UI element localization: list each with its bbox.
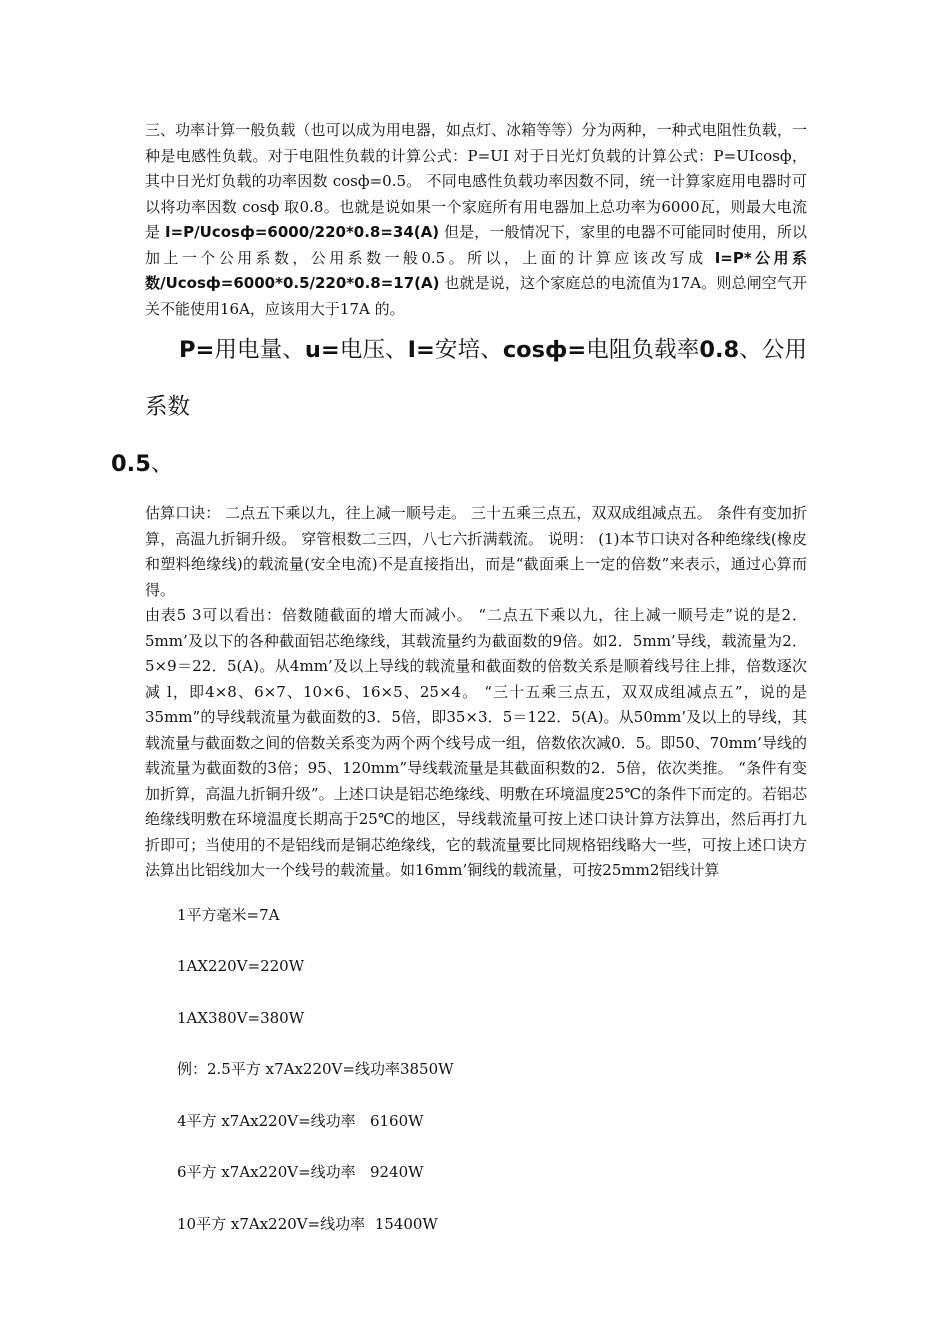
legend-cos-value: 0.8	[699, 337, 740, 363]
legend-p-label: P=	[179, 337, 215, 363]
legend-share-value: 0.5	[111, 451, 151, 477]
wire-power-list	[145, 904, 807, 1265]
list-item: 1AX220V=220W	[177, 957, 305, 975]
legend-cos-label: cosф=	[502, 337, 587, 363]
legend-u-label: u=	[304, 337, 340, 363]
legend-p-text: 用电量、	[214, 337, 305, 363]
shared-current-formula: I=P*公用系数/Ucosф=6000*0.5/220*0.8=17(A)	[145, 248, 807, 292]
legend-i-text: 安培、	[434, 337, 503, 363]
paragraph-text: 也就是说，这个家庭总的电流值为17A。则总闸空气开关不能使用16A，应该用大于17A 的。	[145, 274, 807, 318]
power-calculation-paragraph	[145, 118, 807, 322]
list-item: 1AX380V=380W	[177, 1008, 305, 1027]
table-explanation-paragraph: 由表5 3可以看出：倍数随截面的增大而减小。 “二点五下乘以九，往上减一顺号走”说的是2．5mm’及以下的各种截面铝芯绝缘线，其载流量约为截面数的9倍。如2．5mm’导线，载流量为2．5×9＝22．5(A)。从4mm’及以上导线的载流量和截面数的倍数关系是顺着线号往上排，倍数逐次减 l，即4×8、6×7、10×6、16×5、25×4。 “三十五乘三点五，双双成组减点五”，说的是35mm”的导线载流量为截面数的3．5倍，即35×3．5＝122．5(A)。从50mm’及以上的导线，其载流量与截面数之间的倍数关系变为两个两个线号成一组，倍数依次减0．5。即50、70mm’导线的载流量为截面数的3倍；95、120mm”导线载流量是其截面积数的2．5倍，依次类推。 “条件有变加折算，高温九折铜升级”。上述口诀是铝芯绝缘线、明敷在环境温度25℃的条件下而定的。若铝芯绝缘线明敷在环境温度长期高于25℃的地区，导线载流量可按上述口诀计算方法算出，然后再打九折即可；当使用的不是铝线而是铜芯绝缘线，它的载流量要比同规格铝线略大一些，可按上述口诀方法算出比铝线加大一个线号的载流量。如16mm’铜线的载流量，可按25mm2铝线计算	[145, 606, 807, 879]
max-current-formula: I=P/Ucosф=6000/220*0.8=34(A)	[165, 223, 440, 241]
list-item: 4平方 x7Ax220V=线功率 6160W	[177, 1111, 424, 1130]
list-item: 6平方 x7Ax220V=线功率 9240W	[177, 1163, 424, 1181]
legend-cos-text: 电阻负载率	[586, 337, 700, 363]
paragraph-text: 但是，一般情况下，家里的电器不可能同时使用，所以加上一个公用系数，公用系数一般0.5。所以，上面的计算应该改写成	[145, 223, 807, 267]
list-item: 例：2.5平方 x7Ax220V=线功率3850W	[177, 1060, 454, 1078]
legend-share-text: 、公用系数	[145, 337, 807, 420]
document-page	[111, 118, 807, 1264]
legend-i-label: I=	[407, 337, 435, 363]
legend-tail: 、	[150, 451, 174, 477]
list-item: 1平方毫米=7A	[177, 905, 280, 924]
estimation-rhyme-paragraph: 估算口诀： 二点五下乘以九，往上减一顺号走。 三十五乘三点五，双双成组减点五。 条件有变加折算，高温九折铜升级。 穿管根数二三四，八七六折满载流。 说明： (1)本节口诀对各种绝缘线(橡皮和塑料绝缘线)的载流量(安全电流)不是直接指出，而是“截面乘上一定的倍数”来表示，通过心算而得。	[145, 504, 807, 599]
variable-legend-heading	[111, 322, 807, 493]
list-item: 10平方 x7Ax220V=线功率 15400W	[177, 1214, 438, 1233]
legend-u-text: 电压、	[339, 337, 408, 363]
paragraph-text: 三、功率计算一般负载（也可以成为用电器，如点灯、冰箱等等）分为两种，一种式电阻性负载，一种是电感性负载。对于电阻性负载的计算公式：P=UI 对于日光灯负载的计算公式：P=UIcosф，其中日光灯负载的功率因数 cosф=0.5。 不同电感性负载功率因数不同，统一计算家庭用电器时可以将功率因数 cosф 取0.8。也就是说如果一个家庭所有用电器加上总功率为6000瓦，则最大电流是	[145, 121, 807, 241]
